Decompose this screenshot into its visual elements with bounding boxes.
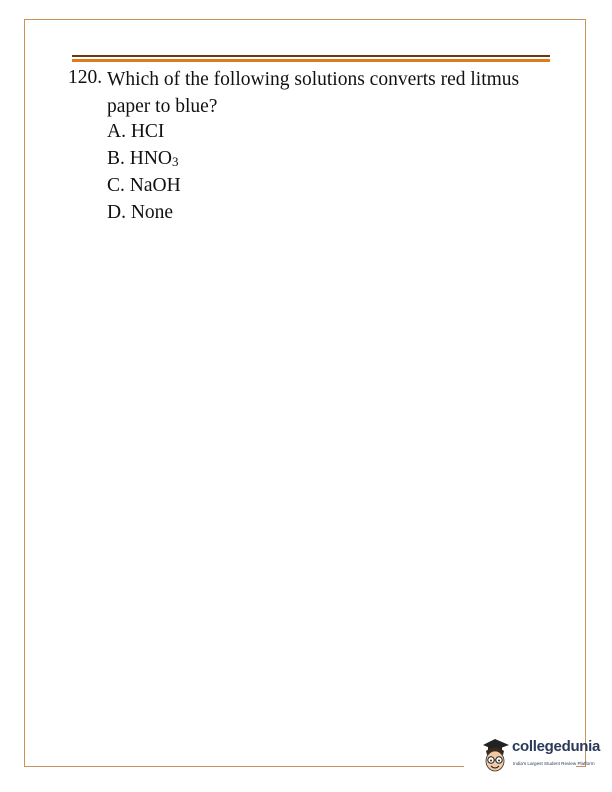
question-text: Which of the following solutions converts red litmus paper to blue?: [107, 69, 520, 117]
option-b: [107, 147, 179, 174]
page-border-bottom: [24, 766, 464, 767]
option-a: A. HCI: [107, 121, 165, 142]
logo-name: collegedunia: [512, 738, 601, 755]
logo-tagline: India's Largest Student Review Platform: [513, 761, 595, 766]
option-c: C. NaOH: [107, 175, 181, 196]
option-d: D. None: [107, 202, 174, 223]
option-b-label: B. HNO: [107, 148, 173, 169]
header-rule-accent: [72, 59, 550, 62]
question-number: 120.: [68, 67, 103, 88]
collegedunia-logo: [479, 734, 609, 780]
option-b-subscript: 3: [172, 154, 179, 169]
mascot-icon: [479, 736, 511, 776]
header-rule: [72, 55, 550, 57]
